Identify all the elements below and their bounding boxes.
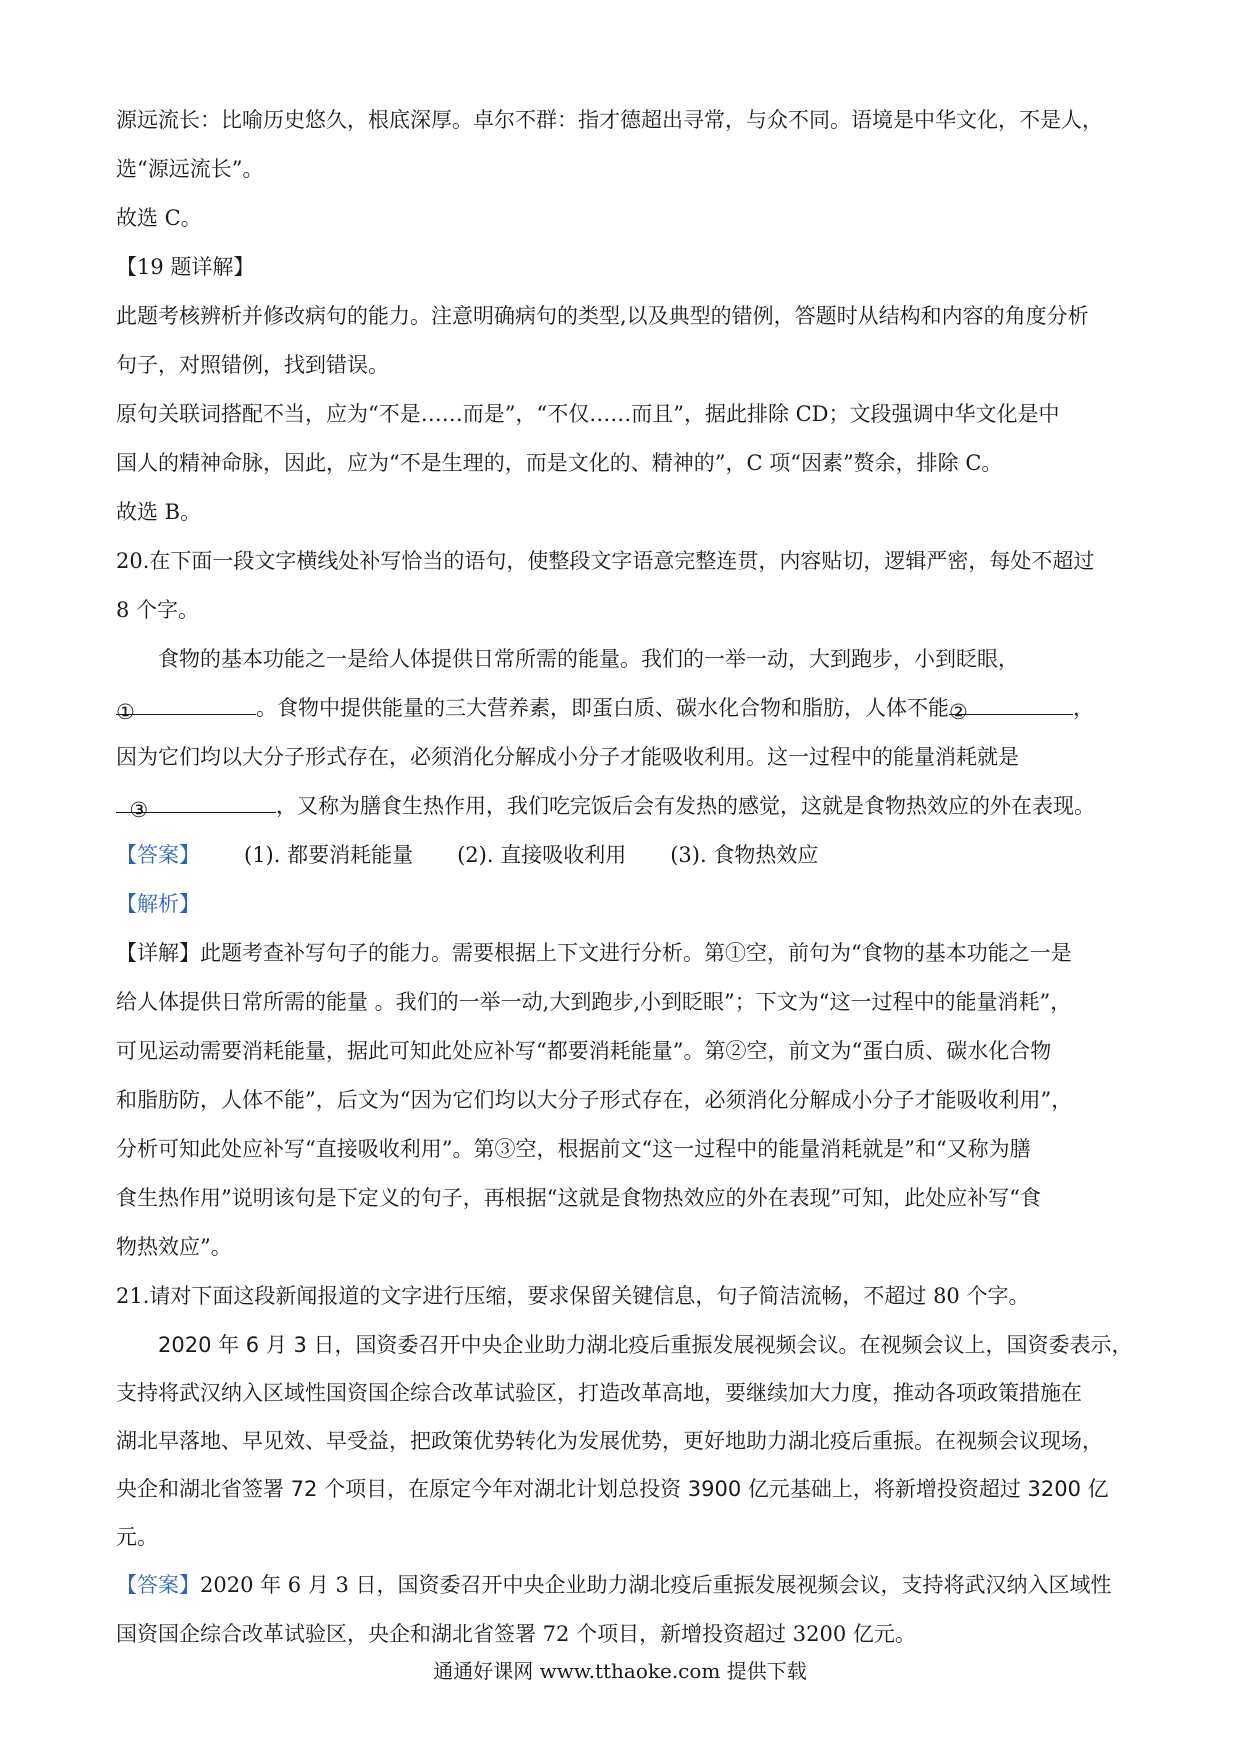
document-body <box>116 96 1136 1659</box>
answer-item: (1). 都要消耗能量 <box>244 843 414 867</box>
news-line: 央企和湖北省签署 72 个项目，在原定今年对湖北计划总投资 3900 亿元基础上，将新增投资超过 3200 亿元。 <box>116 1477 1109 1549</box>
paragraph-line: 源远流长：比喻历史悠久，根底深厚。卓尔不群：指才德超出寻常，与众不同。语境是中华文化，不是人， <box>116 108 1103 132</box>
news-line: 2020 年 6 月 3 日，国资委召开中央企业助力湖北疫后重振发展视频会议。在视频会议上，国资委表示， <box>158 1333 1133 1357</box>
paragraph-line: 选“源远流长”。 <box>116 157 264 181</box>
detail-line: 可见运动需要消耗能量，据此可知此处应补写“都要消耗能量”。第②空，前文为“蛋白质、碳水化合物 <box>116 1039 1052 1063</box>
fill-blank-1[interactable]: ① <box>116 688 256 715</box>
q19-heading: 【19 题详解】 <box>116 255 255 279</box>
detail-line: 和脂肪防，人体不能”，后文为“因为它们均以大分子形式存在，必须消化分解成小分子才能吸收利用”， <box>116 1088 1073 1112</box>
paragraph-line: 此题考核辨析并修改病句的能力。注意明确病句的类型,以及典型的错例，答题时从结构和内容的角度分析 <box>116 304 1089 328</box>
answer21-line: 【答案】2020 年 6 月 3 日，国资委召开中央企业助力湖北疫后重振发展视频会议，支持将武汉纳入区域性 <box>116 1573 1112 1597</box>
answer-tag: 【答案】 <box>116 843 200 867</box>
detail-line: 分析可知此处应补写“直接吸收利用”。第③空，根据前文“这一过程中的能量消耗就是”和“又称为膳 <box>116 1137 1031 1161</box>
passage-line: 因为它们均以大分子形式存在，必须消化分解成小分子才能吸收利用。这一过程中的能量消耗就是 <box>116 745 1019 769</box>
answer-item: (3). 食物热效应 <box>670 843 819 867</box>
q20-prompt: 20.在下面一段文字横线处补写恰当的语句，使整段文字语意完整连贯，内容贴切，逻辑严密，每处不超过 <box>116 549 1095 573</box>
detail-line: 【详解】此题考查补写句子的能力。需要根据上下文进行分析。第①空，前句为“食物的基本功能之一是 <box>116 941 1072 965</box>
paragraph-line: 原句关联词搭配不当，应为“不是……而是”，“不仅……而且”，据此排除 CD；文段强调中华文化是中 <box>116 402 1060 426</box>
detail-line: 食生热作用”说明该句是下定义的句子，再根据“这就是食物热效应的外在表现”可知，此处应补写“食 <box>116 1186 1041 1210</box>
news-line: 支持将武汉纳入区域性国资国企综合改革试验区，打造改革高地，要继续加大力度，推动各项政策措施在 <box>116 1381 1082 1405</box>
paragraph-line: 故选 C。 <box>116 206 202 230</box>
answer-item: (2). 直接吸收利用 <box>457 843 627 867</box>
paragraph-line: 故选 B。 <box>116 500 202 524</box>
fill-blank-3[interactable]: ③ <box>116 786 276 813</box>
fill-blank-2[interactable]: ② <box>949 688 1073 715</box>
news-line: 湖北早落地、早见效、早受益，把政策优势转化为发展优势，更好地助力湖北疫后重振。在视频会议现场， <box>116 1429 1103 1453</box>
q20-prompt: 8 个字。 <box>116 598 200 622</box>
detail-line: 物热效应”。 <box>116 1235 232 1259</box>
paragraph-line: 国人的精神命脉，因此，应为“不是生理的，而是文化的、精神的”，C 项“因素”赘余，排除 C。 <box>116 451 1003 475</box>
paragraph-line: 句子，对照错例，找到错误。 <box>116 353 389 377</box>
analysis-tag: 【解析】 <box>116 892 200 916</box>
answer-tag: 【答案】 <box>116 1573 200 1597</box>
detail-tag: 【详解】 <box>116 941 200 965</box>
answer-row <box>116 831 1136 880</box>
passage-line: 食物的基本功能之一是给人体提供日常所需的能量。我们的一举一动，大到跑步，小到眨眼， <box>158 647 1019 671</box>
q21-prompt: 21.请对下面这段新闻报道的文字进行压缩，要求保留关键信息，句子简洁流畅，不超过 80 个字。 <box>116 1284 1030 1308</box>
detail-line: 给人体提供日常所需的能量 。我们的一举一动,大到跑步,小到眨眼”；下文为“这一过程中的能量消耗”， <box>116 990 1072 1014</box>
answer21-line: 国资国企综合改革试验区，央企和湖北省签署 72 个项目，新增投资超过 3200 亿元。 <box>116 1622 916 1646</box>
page-footer: 通通好课网 www.tthaoke.com 提供下载 <box>433 1659 807 1683</box>
passage-line: ① 。食物中提供能量的三大营养素，即蛋白质、碳水化合物和脂肪，人体不能② ， <box>116 684 1136 733</box>
passage-line: ③ ，又称为膳食生热作用，我们吃完饭后会有发热的感觉，这就是食物热效应的外在表现。 <box>116 782 1136 831</box>
